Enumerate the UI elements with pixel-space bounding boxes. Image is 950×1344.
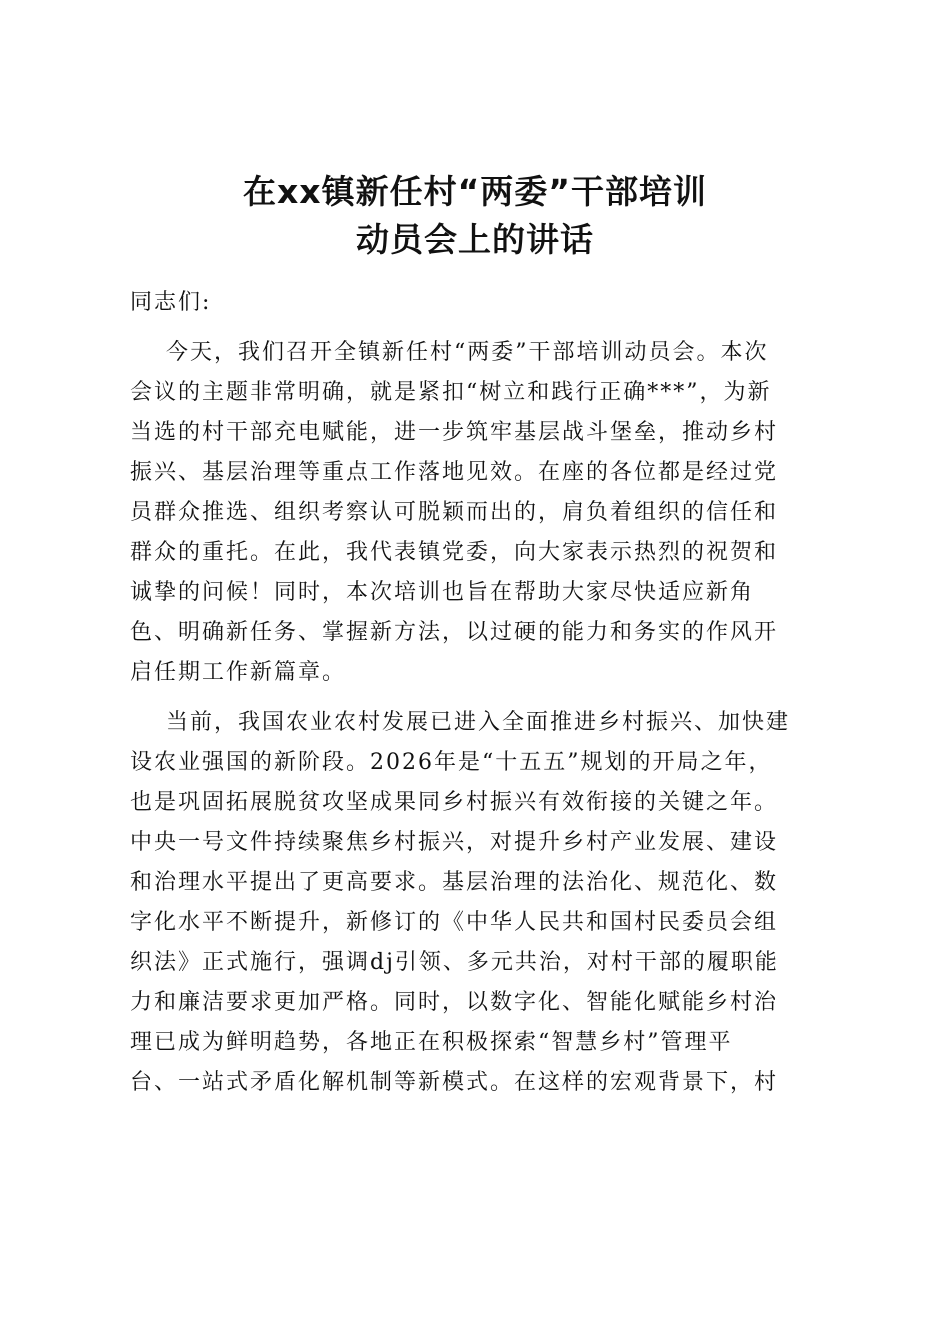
body-line: 和治理水平提出了更高要求。基层治理的法治化、规范化、数 (130, 870, 779, 895)
body-line: 色、明确新任务、掌握新方法，以过硬的能力和务实的作风开 (130, 620, 779, 645)
body-line: 当选的村干部充电赋能，进一步筑牢基层战斗堡垒，推动乡村 (130, 420, 779, 445)
body-line: 群众的重托。在此，我代表镇党委，向大家表示热烈的祝贺和 (130, 540, 779, 565)
body-line: 台、一站式矛盾化解机制等新模式。在这样的宏观背景下，村 (130, 1070, 779, 1095)
body-line: 力和廉洁要求更加严格。同时，以数字化、智能化赋能乡村治 (130, 990, 779, 1015)
body-line: 振兴、基层治理等重点工作落地见效。在座的各位都是经过党 (130, 460, 779, 485)
body-line: 也是巩固拓展脱贫攻坚成果同乡村振兴有效衔接的关键之年。 (130, 790, 779, 815)
body-line: 中央一号文件持续聚焦乡村振兴，对提升乡村产业发展、建设 (130, 830, 779, 855)
body-line: 员群众推选、组织考察认可脱颖而出的，肩负着组织的信任和 (130, 500, 779, 525)
body-line: 诚挚的问候！同时，本次培训也旨在帮助大家尽快适应新角 (130, 580, 755, 605)
body-line: 设农业强国的新阶段。2026年是“十五五”规划的开局之年， (130, 750, 773, 775)
document-title-line-1: 在xx镇新任村“两委”干部培训 (243, 172, 707, 211)
body-line: 织法》正式施行，强调dj引领、多元共治，对村干部的履职能 (130, 950, 779, 975)
body-line: 当前，我国农业农村发展已进入全面推进乡村振兴、加快建 (130, 710, 790, 735)
document-title-line-2: 动员会上的讲话 (356, 220, 594, 259)
body-line: 会议的主题非常明确，就是紧扣“树立和践行正确***”，为新 (130, 380, 772, 405)
salutation: 同志们: (130, 290, 212, 315)
body-line: 启任期工作新篇章。 (130, 660, 347, 685)
body-line: 理已成为鲜明趋势，各地正在积极探索“智慧乡村”管理平 (130, 1030, 733, 1055)
body-line: 字化水平不断提升，新修订的《中华人民共和国村民委员会组 (130, 910, 779, 935)
body-line: 今天，我们召开全镇新任村“两委”干部培训动员会。本次 (130, 340, 769, 365)
